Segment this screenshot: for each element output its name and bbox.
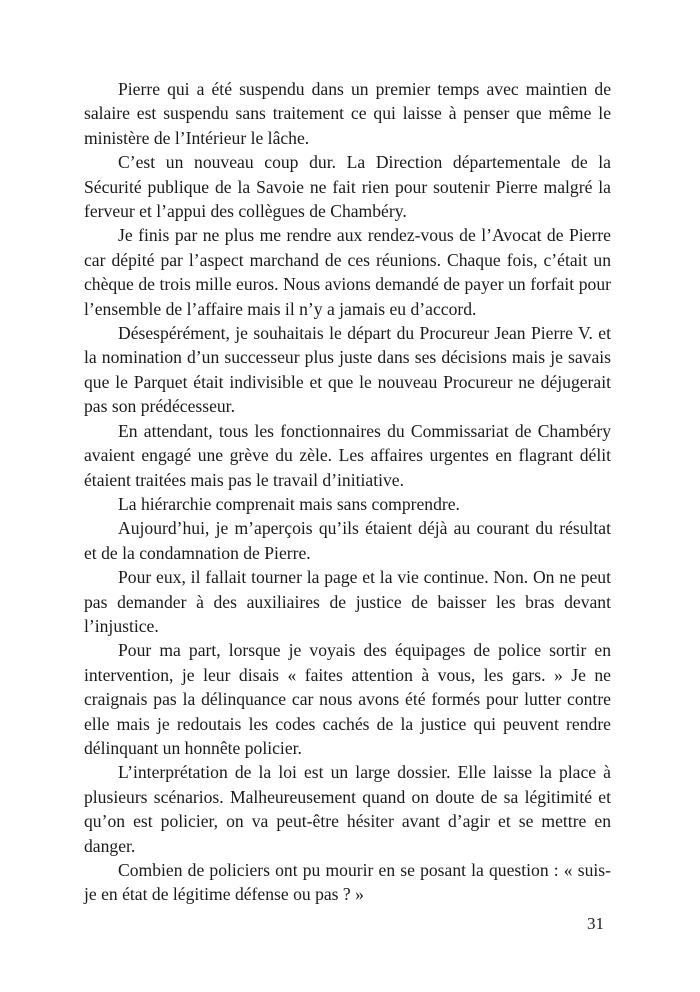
body-text <box>84 77 611 907</box>
paragraph: L’interprétation de la loi est un large dossier. Elle laisse la place à plusieurs scénarios. Malheureusement quand on doute de sa légitimité et qu’on est policier, on va peut-être hésiter avant d’agir et se mettre en danger. <box>84 762 611 856</box>
paragraph: Pour eux, il fallait tourner la page et la vie continue. Non. On ne peut pas demander à des auxiliaires de justice de baisser les bras devant l’injustice. <box>84 567 611 636</box>
paragraph: Combien de policiers ont pu mourir en se posant la question : « suis-je en état de légitime défense ou pas ? » <box>84 860 611 905</box>
paragraph: La hiérarchie comprenait mais sans comprendre. <box>118 493 460 514</box>
paragraph: Pierre qui a été suspendu dans un premier temps avec maintien de salaire est suspendu sans traitement ce qui laisse à penser que même le ministère de l’Intérieur le lâche. <box>84 79 611 148</box>
page-number: 31 <box>587 914 604 933</box>
paragraph: Pour ma part, lorsque je voyais des équipages de police sortir en intervention, je leur disais « faites attention à vous, les gars. » Je ne craignais pas la délinquance car nous avons été formés pour lutter contre elle mais je redoutais les codes cachés de la justice qui peuvent rendre délinquant un honnête policier. <box>84 640 611 758</box>
paragraph: Aujourd’hui, je m’aperçois qu’ils étaient déjà au courant du résultat et de la condamnation de Pierre. <box>84 518 611 563</box>
paragraph: Je finis par ne plus me rendre aux rendez-vous de l’Avocat de Pierre car dépité par l’aspect marchand de ces réunions. Chaque fois, c’était un chèque de trois mille euros. Nous avions demandé de payer un forfait pour l’ensemble de l’affaire mais il n’y a jamais eu d’accord. <box>84 225 611 319</box>
paragraph: Désespérément, je souhaitais le départ du Procureur Jean Pierre V. et la nomination d’un successeur plus juste dans ses décisions mais je savais que le Parquet était indivisible et que le nouveau Procureur ne déjugerait pas son prédécesseur. <box>84 323 611 417</box>
paragraph: En attendant, tous les fonctionnaires du Commissariat de Chambéry avaient engagé une grève du zèle. Les affaires urgentes en flagrant délit étaient traitées mais pas le travail d’initiative. <box>84 420 611 490</box>
paragraph: C’est un nouveau coup dur. La Direction départementale de la Sécurité publique de la Savoie ne fait rien pour soutenir Pierre malgré la ferveur et l’appui des collègues de Chambéry. <box>84 152 611 222</box>
